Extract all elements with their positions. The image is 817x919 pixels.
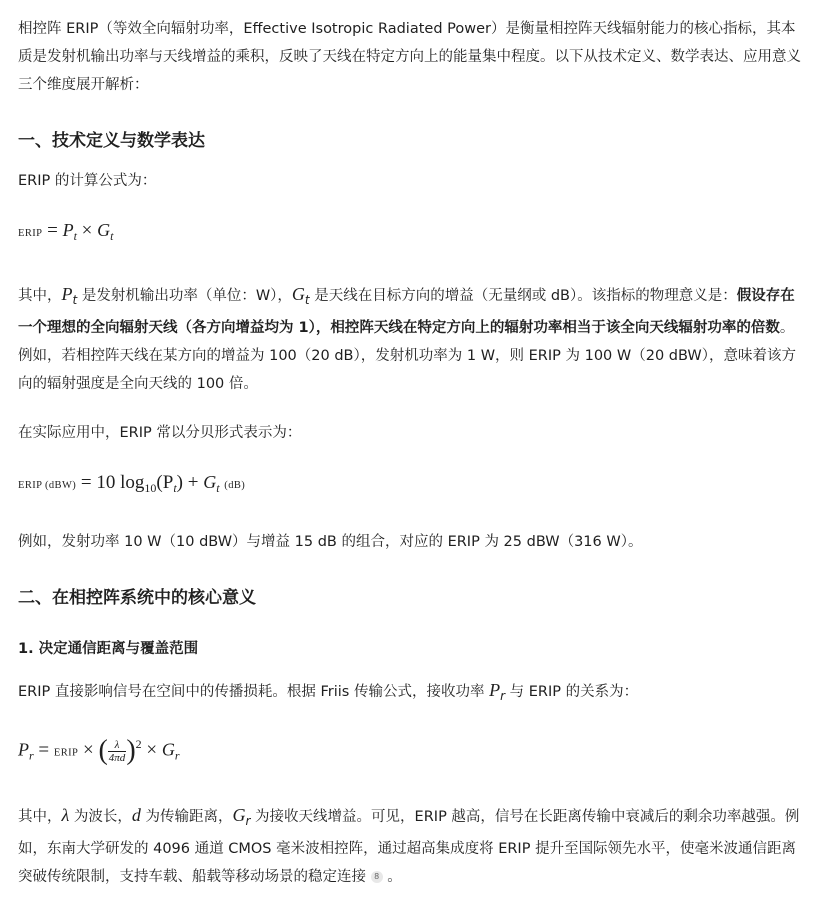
example-paragraph: 例如，发射功率 10 W（10 dBW）与增益 15 dB 的组合，对应的 ERIP 为 25 dBW（316 W）。 bbox=[18, 534, 643, 550]
bold-definition: 假设存在一个理想的全向辐射天线（各方向增益均为 1），相控阵天线在特定方向上的辐射功率相当于该全向天线辐射功率的倍数 bbox=[18, 288, 795, 336]
friis-intro: ERIP 直接影响信号在空间中的传播损耗。根据 Friis 传输公式，接收功率 $P_r$ 与 ERIP 的关系为： bbox=[18, 680, 639, 703]
db-intro: 在实际应用中，ERIP 常以分贝形式表示为： bbox=[18, 425, 302, 441]
subsection-heading: 1. 决定通信距离与覆盖范围 bbox=[18, 641, 199, 657]
conclusion-paragraph: 其中，λ 为波长，d 为传输距离，$G_r$ 为接收天线增益。可见，ERIP 越高，信号在长距离传输中衰减后的剩余功率越强。例如，东南大学研发的 4096 通道 CMOS 毫米波相控阵，通过超高集成度将 ERIP 提升至国际领先水平，使毫米波通信距离突破传统限制，支持车载、船载等移动场景的稳定连接 8 。 bbox=[18, 805, 800, 885]
formula-lhs: ERIP bbox=[18, 228, 43, 239]
citation-badge[interactable]: 8 bbox=[371, 871, 383, 883]
section2-heading: 二、在相控阵系统中的核心意义 bbox=[18, 588, 256, 608]
fraction: $\frac{\lambda}{4\pi d}$ bbox=[108, 738, 126, 764]
erip-formula: ERIP = $P_t \times G_t$ bbox=[18, 220, 114, 243]
definition-paragraph: 其中，$P_t$ 是发射机输出功率（单位：W），$G_t$ 是天线在目标方向的增益（无量纲或 dB）。该指标的物理意义是：假设存在一个理想的全向辐射天线（各方向增益均为 1），相控阵天线在特定方向上的辐射功率相当于该全向天线辐射功率的倍数。例如，若相控阵天线在某方向的增益为 100（20 dB），发射机功率为 1 W，则 ERIP 为 100 W（20 dBW），意味着该方向的辐射强度是全向天线的 100 倍。 bbox=[18, 284, 797, 392]
intro-paragraph: 相控阵 ERIP（等效全向辐射功率，Effective Isotropic Radiated Power）是衡量相控阵天线辐射能力的核心指标，其本质是发射机输出功率与天线增益的乘积，反映了天线在特定方向上的能量集中程度。以下从技术定义、数学表达、应用意义三个维度展开解析： bbox=[18, 21, 801, 93]
erip-db-formula: ERIP (dBW) = 10 $\log_{10}(P_t) + G_t$ (dB) bbox=[18, 472, 246, 495]
formula-intro: ERIP 的计算公式为： bbox=[18, 173, 157, 189]
section1-heading: 一、技术定义与数学表达 bbox=[18, 131, 205, 151]
friis-formula: $P_r$ = ERIP × ( $\frac{\lambda}{4\pi d}$ )$^2 \times G_r$ bbox=[18, 735, 180, 766]
